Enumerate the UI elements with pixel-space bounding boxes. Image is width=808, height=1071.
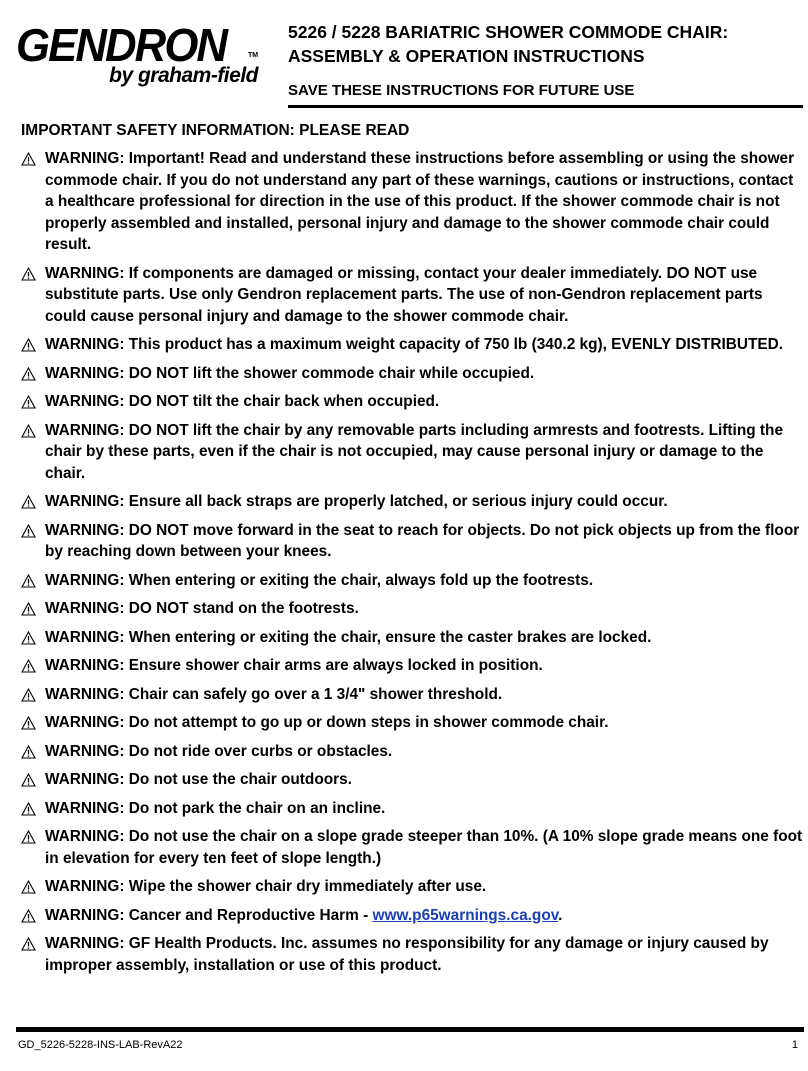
document-title: 5226 / 5228 BARIATRIC SHOWER COMMODE CHAIR: ASSEMBLY & OPERATION INSTRUCTIONS bbox=[288, 22, 729, 66]
warning-text: WARNING: DO NOT tilt the chair back when occupied. bbox=[45, 393, 440, 410]
warning-item bbox=[21, 684, 803, 706]
warning-text: WARNING: When entering or exiting the chair, always fold up the footrests. bbox=[45, 571, 594, 589]
warning-triangle-icon bbox=[21, 688, 36, 702]
safety-heading: IMPORTANT SAFETY INFORMATION: PLEASE READ bbox=[21, 122, 410, 139]
gendron-logo bbox=[16, 19, 259, 87]
warning-text: WARNING: Do not park the chair on an incline. bbox=[45, 799, 386, 817]
warning-triangle-icon bbox=[21, 909, 36, 923]
warning-text: WARNING: Do not ride over curbs or obstacles. bbox=[45, 742, 393, 760]
warning-text: WARNING: When entering or exiting the chair, ensure the caster brakes are locked. bbox=[45, 628, 652, 646]
warning-text: WARNING: If components are damaged or missing, contact your dealer immediately. DO NOT use substitute parts. Use only Gendron replacement parts. The use of non-Gendron replacement parts could cause personal injury and damage to the shower commode chair. bbox=[45, 264, 763, 325]
warning-item bbox=[21, 598, 803, 620]
warning-triangle-icon bbox=[21, 367, 36, 381]
warning-item bbox=[21, 798, 803, 820]
warning-text: WARNING: Do not use the chair outdoors. bbox=[45, 771, 352, 788]
warning-triangle-icon bbox=[21, 802, 36, 816]
warning-triangle-icon bbox=[21, 495, 36, 509]
warning-triangle-icon bbox=[21, 338, 36, 352]
document-code: GD_5226-5228-INS-LAB-RevA22 bbox=[18, 1039, 183, 1051]
page-number: 1 bbox=[791, 1039, 798, 1051]
warning-item bbox=[21, 741, 803, 763]
p65-warnings-link[interactable]: www.p65warnings.ca.gov bbox=[372, 906, 559, 924]
warning-item bbox=[21, 570, 803, 592]
warning-text: WARNING: Do not attempt to go up or down steps in shower commode chair. bbox=[45, 714, 609, 731]
warning-item bbox=[21, 391, 803, 413]
warning-triangle-icon bbox=[21, 602, 36, 616]
warning-list bbox=[21, 148, 803, 983]
warning-item bbox=[21, 363, 803, 385]
warning-triangle-icon bbox=[21, 745, 36, 759]
footer-divider bbox=[16, 1027, 804, 1032]
warning-triangle-icon bbox=[21, 880, 36, 894]
warning-text: WARNING: DO NOT move forward in the seat to reach for objects. Do not pick objects up from the floor by reaching down between your knees. bbox=[45, 521, 800, 560]
warning-item bbox=[21, 627, 803, 649]
warning-text-suffix: . bbox=[558, 906, 563, 924]
warning-item bbox=[21, 334, 803, 356]
warning-triangle-icon bbox=[21, 152, 36, 166]
warning-item bbox=[21, 148, 803, 256]
warning-text: WARNING: Important! Read and understand these instructions before assembling or using the shower commode chair. If you do not understand any part of these warnings, cautions or instructions, contact a healthcare professional for direction in the use of this product. If the shower commode chair is not properly assembled and installed, personal injury and damage to the shower commode chair could result. bbox=[45, 150, 795, 253]
warning-triangle-icon bbox=[21, 395, 36, 409]
warning-item-cancer bbox=[21, 905, 803, 927]
warning-item bbox=[21, 655, 803, 677]
warning-text: WARNING: DO NOT lift the chair by any removable parts including armrests and footrests. Lifting the chair by these parts, even if the chair is not occupied, may cause personal injury or damage to the chair. bbox=[45, 421, 783, 482]
warning-text: WARNING: Chair can safely go over a 1 3/4" shower threshold. bbox=[45, 685, 503, 703]
warning-text: WARNING: Do not use the chair on a slope grade steeper than 10%. (A 10% slope grade means one foot in elevation for every ten feet of slope length.) bbox=[45, 828, 803, 867]
warning-item bbox=[21, 769, 803, 791]
warning-item bbox=[21, 420, 803, 485]
logo-brand: GENDRON bbox=[16, 19, 227, 71]
warning-triangle-icon bbox=[21, 659, 36, 673]
warning-item bbox=[21, 876, 803, 898]
warning-text: WARNING: Wipe the shower chair dry immediately after use. bbox=[45, 878, 487, 895]
warning-triangle-icon bbox=[21, 574, 36, 588]
warning-item bbox=[21, 491, 803, 513]
warning-item bbox=[21, 520, 803, 563]
warning-triangle-icon bbox=[21, 267, 36, 281]
warning-text: WARNING: This product has a maximum weight capacity of 750 lb (340.2 kg), EVENLY DISTRIBUTED. bbox=[45, 336, 784, 353]
warning-text: WARNING: DO NOT lift the shower commode chair while occupied. bbox=[45, 364, 535, 382]
warning-text: WARNING: DO NOT stand on the footrests. bbox=[45, 600, 359, 617]
warning-item bbox=[21, 826, 803, 869]
warning-text: WARNING: Ensure all back straps are properly latched, or serious injury could occur. bbox=[45, 493, 668, 510]
header-divider bbox=[288, 105, 803, 108]
warning-text: WARNING: Ensure shower chair arms are always locked in position. bbox=[45, 657, 543, 674]
warning-triangle-icon bbox=[21, 631, 36, 645]
warning-triangle-icon bbox=[21, 937, 36, 951]
warning-item bbox=[21, 263, 803, 328]
logo-trademark: TM bbox=[248, 52, 259, 59]
warning-triangle-icon bbox=[21, 773, 36, 787]
warning-triangle-icon bbox=[21, 524, 36, 538]
warning-text: WARNING: GF Health Products. Inc. assumes no responsibility for any damage or injury caused by improper assembly, installation or use of this product. bbox=[45, 935, 769, 974]
save-instructions-note: SAVE THESE INSTRUCTIONS FOR FUTURE USE bbox=[288, 82, 635, 99]
warning-triangle-icon bbox=[21, 424, 36, 438]
warning-text: WARNING: Cancer and Reproductive Harm - bbox=[45, 906, 373, 924]
warning-triangle-icon bbox=[21, 830, 36, 844]
warning-triangle-icon bbox=[21, 716, 36, 730]
logo-tagline: by graham-field bbox=[109, 64, 258, 87]
warning-item bbox=[21, 712, 803, 734]
warning-item bbox=[21, 933, 803, 976]
